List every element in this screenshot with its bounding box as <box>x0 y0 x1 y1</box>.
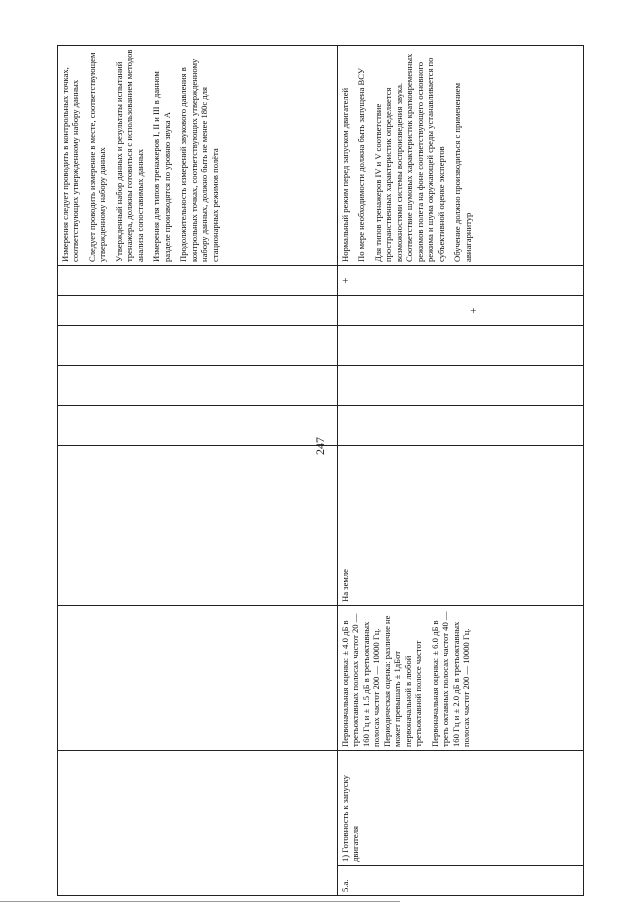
tolerance-text: Первоначальная оценка: ± 6.0 дБ в треть октавных полосах частот 40 — 160 Гц и ± 2.0 дБ в третьоктавных полосах частот 200 — 10000 Гц. <box>429 611 472 747</box>
remark-text: Обучение должно производиться с применением авиагарнитур <box>452 82 473 262</box>
requirement-text: Измерения для типов тренажеров I, II и III в данном разделе производятся по уровню звука А <box>151 71 172 262</box>
requirements-cell <box>58 46 338 266</box>
remark-text: Для типов тренажеров IV и V соответствие пространственных характеристик определяется возможностями системы воспроизведения звука. Соответствие шумовых характеристик кратковременных режимов полета на фоне соответствующего основного режима и шума окружающей среды устанавливается по субъективной оценке экспертов <box>372 53 446 262</box>
table-row <box>58 46 338 896</box>
table-cell <box>338 366 584 406</box>
condition-cell: На земле <box>338 446 584 606</box>
page-bottom-rule <box>0 901 400 902</box>
plus-mark: + <box>338 266 584 296</box>
table-cell <box>58 606 338 751</box>
requirement-text: Продолжительность измерений звукового давления в контрольных точках, соответствующих утвержденному набору данных, должно быть не менее 180с для стационарных режимов полёта <box>178 58 220 262</box>
requirements-table <box>57 45 584 896</box>
table-cell <box>58 866 338 896</box>
requirement-text: Следует проводить измерение в месте, соответствующем утвержденному набору данных <box>86 52 108 262</box>
table-row <box>338 46 584 896</box>
table-cell <box>338 406 584 446</box>
table-cell <box>58 751 338 866</box>
tolerance-text: Первоначальная оценка: ± 4.0 дБ в третьоктавных полосах частот 20 — 160 Гц и ± 1.5 дБ в третьоктавных полосах частот 200 — 10000 Гц. Периодическая оценка: различие не может превышать ± 1дБот первоначальной в любой третьоктавной полосе частот <box>340 613 424 747</box>
rotated-table-container <box>57 46 583 896</box>
requirement-text: Утвержденный набор данных и результаты испытаний тренажера, должны готовиться с использованием методов анализа сопоставимых данных <box>113 49 145 262</box>
plus-mark: + <box>338 296 584 326</box>
requirement-text: Измерения следует проводить в контрольных точках, соответствующих утвержденному набору данных <box>60 67 81 262</box>
tolerance-cell <box>338 606 584 751</box>
table-cell <box>58 326 338 366</box>
table-cell <box>58 446 338 606</box>
page-number: 247 <box>313 437 327 455</box>
table-cell <box>58 406 338 446</box>
row-number: 5.а. <box>338 866 584 896</box>
table-cell <box>58 366 338 406</box>
table-cell <box>58 296 338 326</box>
remark-text: По мере необходимости должна быть запущена ВСУ <box>356 68 367 262</box>
remark-text: Нормальный режим перед запуском двигателей <box>340 87 350 262</box>
table-cell <box>58 266 338 296</box>
item-name: 1) Готовность к запуску двигателя <box>338 751 584 866</box>
remarks-cell <box>338 46 584 266</box>
table-cell <box>338 326 584 366</box>
